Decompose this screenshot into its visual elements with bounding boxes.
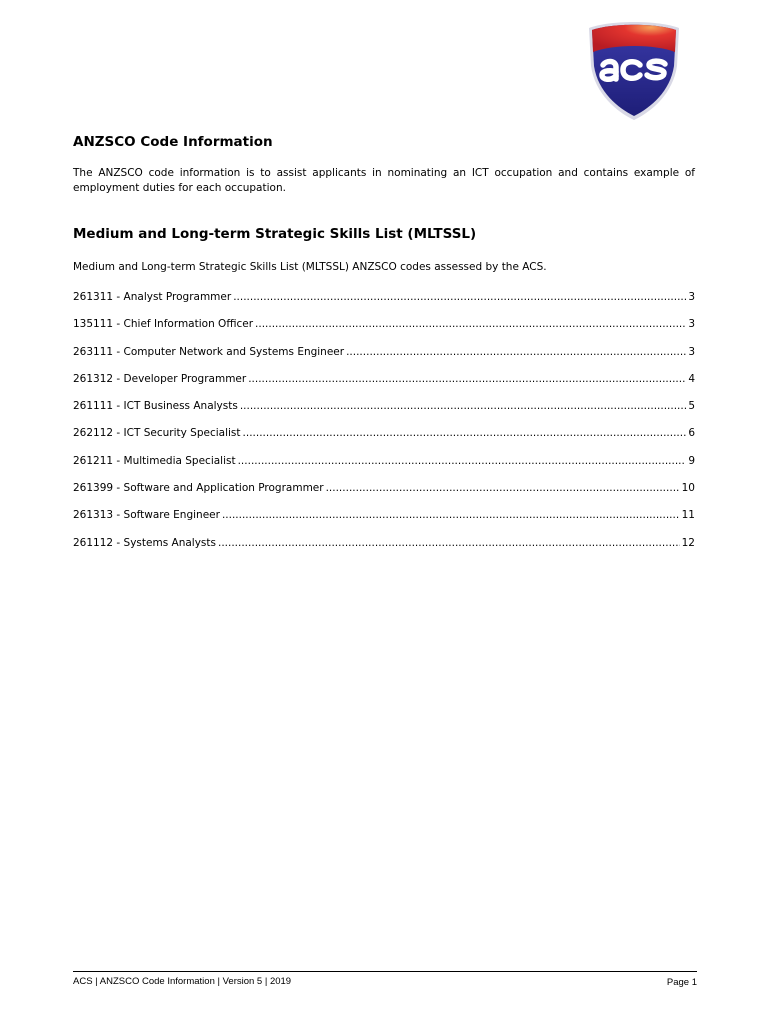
- toc-entry-page[interactable]: 9: [688, 454, 695, 467]
- acs-shield-icon: [585, 18, 683, 122]
- toc-entry-title[interactable]: 261112 - Systems Analysts: [73, 536, 216, 549]
- toc-leader-dots: [243, 427, 687, 439]
- toc-entry-page[interactable]: 3: [688, 318, 695, 331]
- toc-leader-dots: [238, 455, 687, 467]
- toc-leader-dots: [218, 537, 680, 549]
- toc-leader-dots: [326, 482, 680, 494]
- toc-entry-title[interactable]: 261313 - Software Engineer: [73, 509, 220, 522]
- toc-leader-dots: [255, 318, 686, 330]
- toc-entry-title[interactable]: 261311 - Analyst Programmer: [73, 291, 232, 303]
- table-of-contents: [73, 291, 695, 564]
- toc-entry-page[interactable]: 11: [681, 509, 695, 522]
- intro-paragraph: The ANZSCO code information is to assist applicants in nominating an ICT occupation and contains example of employment duties for each occupation.: [73, 167, 695, 194]
- toc-leader-dots: [222, 509, 680, 521]
- page-heading: ANZSCO Code Information: [73, 134, 273, 150]
- footer-page-number: Page 1: [666, 977, 697, 988]
- toc-entry[interactable]: [73, 482, 695, 509]
- section-heading: Medium and Long-term Strategic Skills List (MLTSSL): [73, 226, 477, 242]
- toc-entry-title[interactable]: 261211 - Multimedia Specialist: [73, 454, 236, 467]
- section-intro: Medium and Long-term Strategic Skills List (MLTSSL) ANZSCO codes assessed by the ACS.: [73, 261, 547, 273]
- toc-entry-page[interactable]: 6: [688, 427, 695, 440]
- toc-entry[interactable]: [73, 400, 695, 427]
- toc-leader-dots: [248, 373, 686, 385]
- toc-entry[interactable]: [73, 373, 695, 400]
- toc-entry[interactable]: [73, 455, 695, 482]
- toc-leader-dots: [240, 400, 686, 412]
- footer-document-info: ACS | ANZSCO Code Information | Version 5 | 2019: [73, 976, 292, 987]
- toc-entry-page[interactable]: 5: [688, 400, 695, 413]
- toc-entry-page[interactable]: 4: [688, 372, 695, 385]
- toc-entry-title[interactable]: 261399 - Software and Application Programmer: [73, 482, 324, 495]
- toc-entry-title[interactable]: 261111 - ICT Business Analysts: [73, 400, 238, 413]
- footer-divider: [73, 971, 697, 972]
- toc-entry[interactable]: [73, 318, 695, 345]
- toc-entry-page[interactable]: 3: [688, 345, 695, 358]
- toc-entry-title[interactable]: 262112 - ICT Security Specialist: [73, 427, 241, 440]
- toc-entry[interactable]: [73, 509, 695, 536]
- toc-entry-title[interactable]: 261312 - Developer Programmer: [73, 372, 247, 385]
- toc-entry-page[interactable]: 10: [681, 482, 695, 495]
- toc-entry[interactable]: [73, 537, 695, 564]
- toc-entry-page[interactable]: 3: [688, 291, 695, 303]
- toc-entry-title[interactable]: 135111 - Chief Information Officer: [73, 318, 254, 331]
- toc-entry-title[interactable]: 263111 - Computer Network and Systems Engineer: [73, 345, 345, 358]
- toc-entry-page[interactable]: 12: [681, 536, 695, 549]
- toc-entry[interactable]: [73, 291, 695, 318]
- toc-leader-dots: [233, 291, 686, 303]
- acs-logo: [585, 18, 683, 122]
- toc-entry[interactable]: [73, 427, 695, 454]
- toc-leader-dots: [346, 346, 686, 358]
- toc-entry[interactable]: [73, 346, 695, 373]
